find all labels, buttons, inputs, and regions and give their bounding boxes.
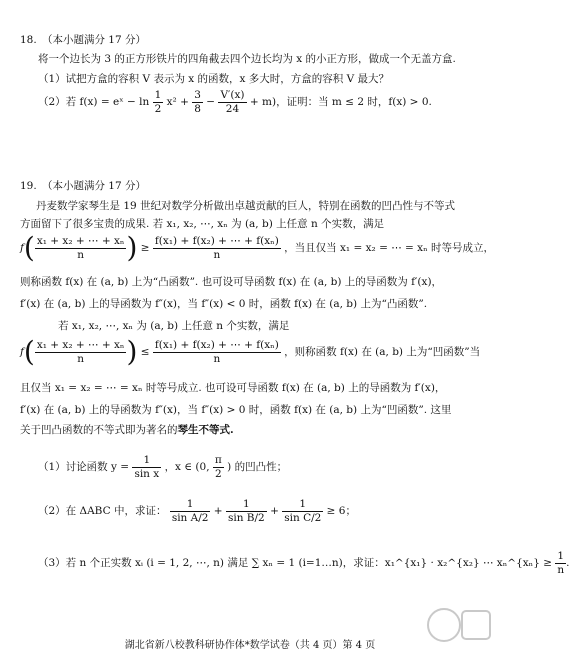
q19-p5: 若 x₁, x₂, ⋯, xₙ 为 (a, b) 上任意 n 个实数，满足 (58, 320, 290, 332)
page-footer: 湖北省新八校教科研协作体*数学试卷（共 4 页）第 4 页 (124, 640, 376, 651)
q19-part2: （2）在 ΔABC 中，求证： $\frac{1}{\text{sin A/2}}$ + $\frac{1}{\text{sin B/2}}$ + $\frac{1}{\text{sin C/2}}$ ≥ 6； (38, 498, 356, 524)
q19-part3: （3）若 n 个正实数 xᵢ (i = 1, 2, ⋯, n) 满足 ∑ xₙ = 1 (i=1…n)，求证：x₁^{x₁} · x₂^{x₂} ⋯ xₙ^{xₙ} ≥ $\frac{1}{n}$ . (38, 550, 570, 576)
q19-p2: 方面留下了很多宝贵的成果. 若 x₁, x₂, ⋯, xₙ 为 (a, b) 上任意 n 个实数，满足 (20, 218, 385, 230)
q18-header: 18. （本小题满分 17 分） (20, 34, 146, 46)
frac-half: $\frac{1}{2}$ (154, 89, 162, 115)
q18-part1: （1）试把方盒的容积 V 表示为 x 的函数，x 多大时，方盒的容积 V 最大？ (38, 73, 390, 85)
q19-ineq1: f( $\frac{\text{x₁ + x₂ + ⋯ + xₙ}}{n}$ ) ≥ $\frac{\text{f(x₁) + f(x₂) + ⋯ + f(xₙ)}}{n}$ ，当且仅当 x₁ = x₂ = ⋯ = xₙ 时等号成立， (20, 231, 494, 264)
q19-p8: 关于凹凸函数的不等式即为著名的琴生不等式. (20, 424, 234, 436)
q19-p7: f′(x) 在 (a, b) 上的导函数为 f″(x)，当 f″(x) > 0 时，函数 f(x) 在 (a, b) 上为“凹函数”. 这里 (20, 404, 452, 416)
q19-part1: （1）讨论函数 y = $\frac{1}{\text{sin x}}$ ，x ∈ (0, $\frac{\pi}{2}$ ) 的凹凸性； (38, 454, 288, 480)
q18-intro: 将一个边长为 3 的正方形铁片的四角截去四个边长均为 x 的小正方形，做成一个无盖方盒. (38, 53, 456, 65)
q19-p6: 且仅当 x₁ = x₂ = ⋯ = xₙ 时等号成立. 也可设可导函数 f(x) 在 (a, b) 上的导函数为 f′(x)， (20, 382, 446, 394)
frac-vprime: $\frac{V'(x)}{24}$ (220, 89, 245, 115)
q19-header: 19. （本小题满分 17 分） (20, 180, 146, 192)
watermark-logo-icon (424, 605, 494, 645)
q18-part2: （2）若 f(x) = eˣ − ln $\frac{1}{2}$ x² + $\frac{3}{8}$ − $\frac{V'(x)}{24}$ + m)，证明：当 m ≤ 2 时，f(x) > 0. (38, 89, 432, 115)
q19-p1: 丹麦数学家琴生是 19 世纪对数学分析做出卓越贡献的巨人，特别在函数的凹凸性与不等式 (36, 200, 456, 212)
q19-p3: 则称函数 f(x) 在 (a, b) 上为“凸函数”. 也可设可导函数 f(x) 在 (a, b) 上的导函数为 f′(x)， (20, 276, 443, 288)
frac-three-eighths: $\frac{3}{8}$ (194, 89, 201, 115)
q19-ineq2: f( $\frac{\text{x₁ + x₂ + ⋯ + xₙ}}{n}$ ) ≤ $\frac{\text{f(x₁) + f(x₂) + ⋯ + f(xₙ)}}{n}$ ，则称函数 f(x) 在 (a, b) 上为“凹函数”当 (20, 335, 481, 368)
q19-p4: f′(x) 在 (a, b) 上的导函数为 f″(x)，当 f″(x) < 0 时，函数 f(x) 在 (a, b) 上为“凸函数”. (20, 298, 428, 310)
